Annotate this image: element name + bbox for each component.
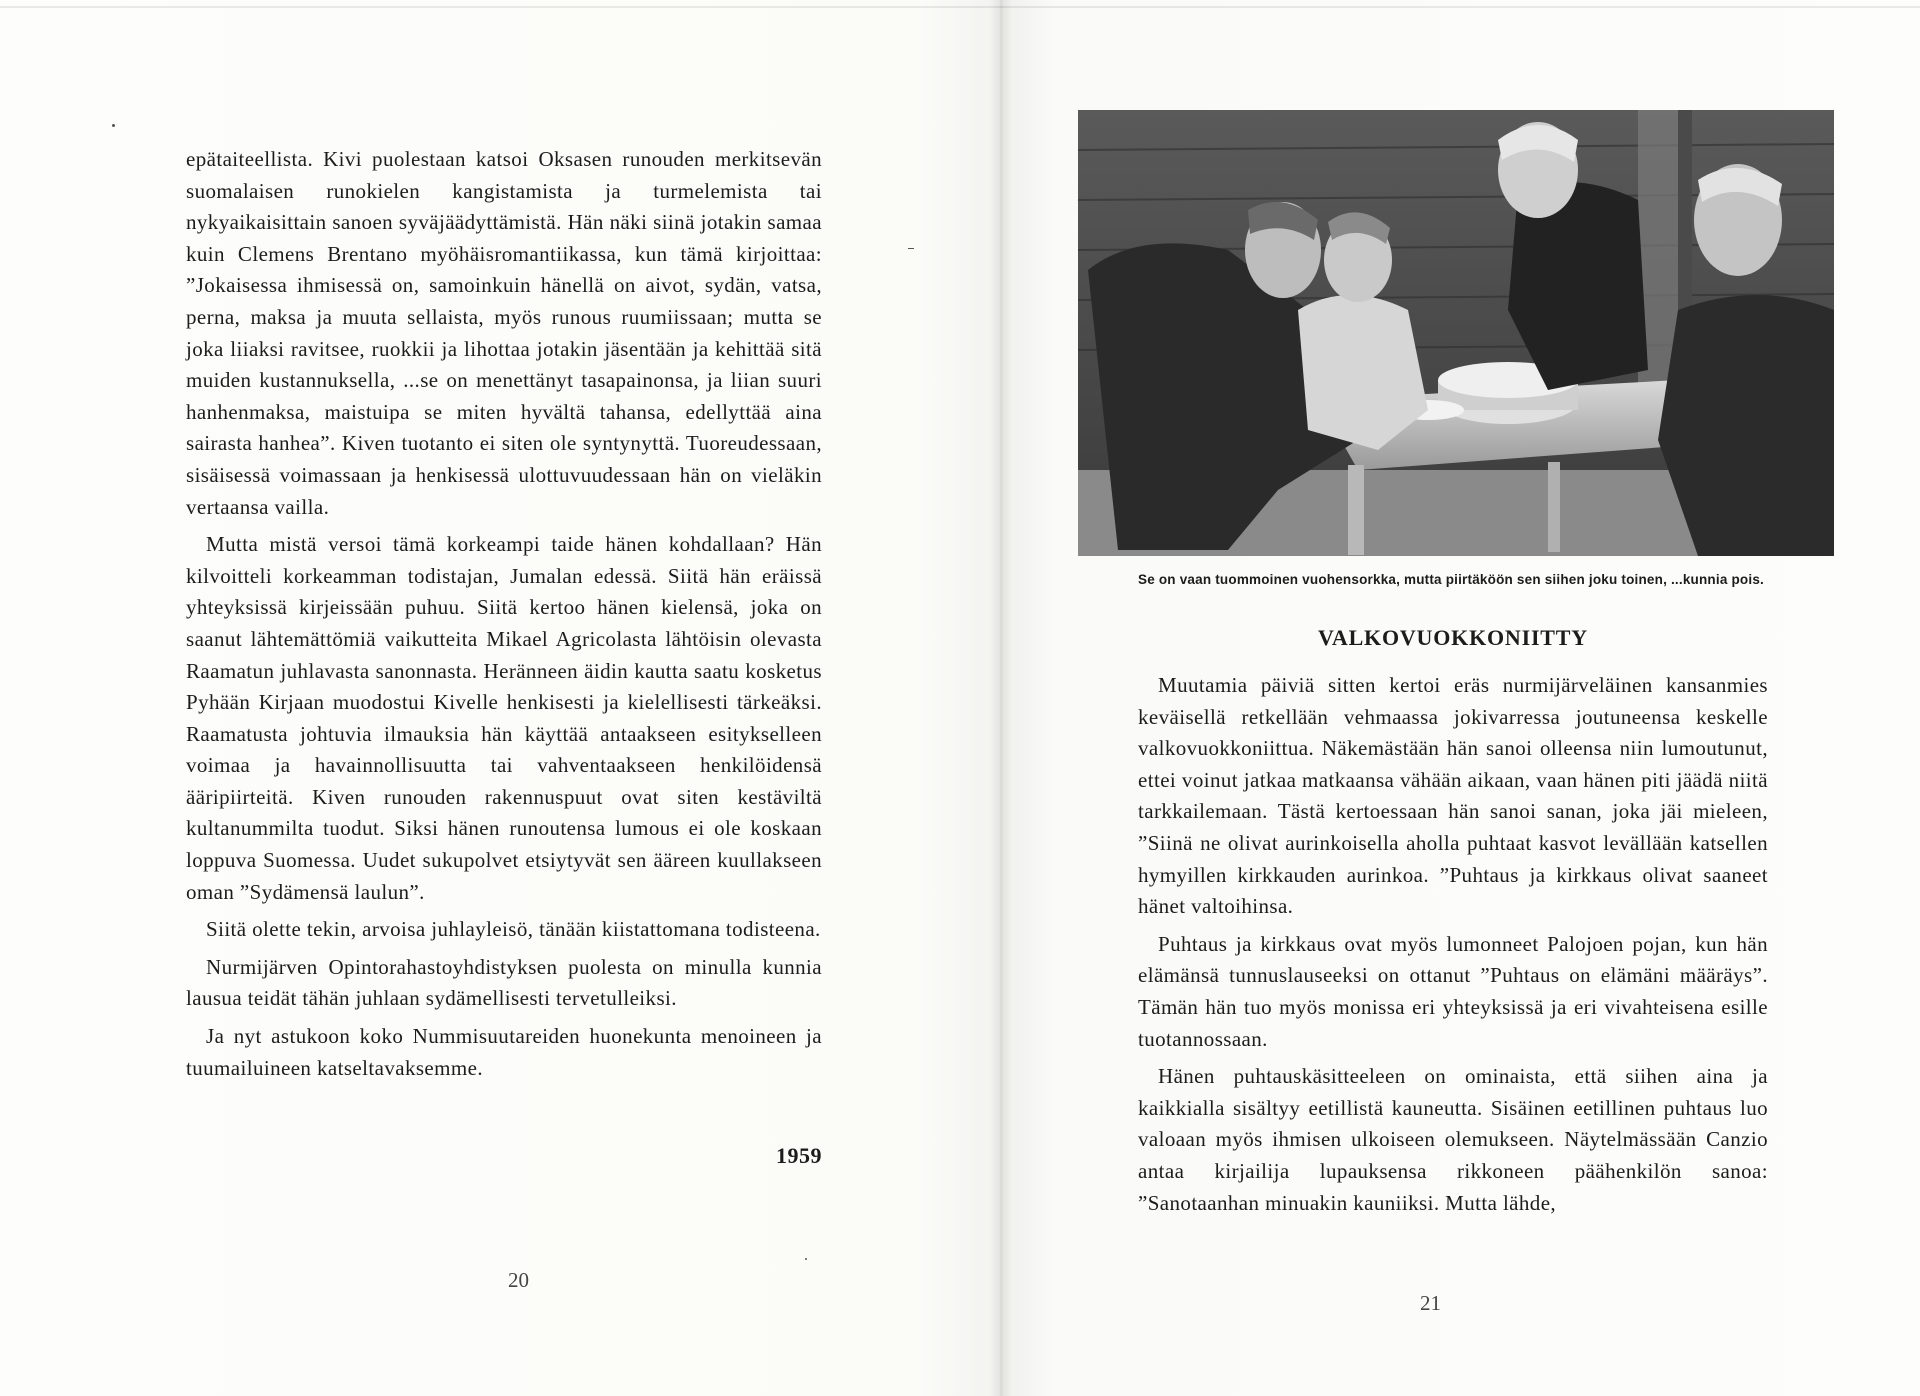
paragraph: Muutamia päiviä sitten kertoi eräs nurmijärveläinen kansanmies keväisellä retkellään vehmaassa jokivarressa joutuneensa keskelle valkovuokkoniittua. Näkemästään hän sanoi olleensa niin lumoutunut, ettei voinut jatkaa matkaansa vähään aikaan, vaan hänen piti jäädä niitä tarkkailemaan. Tästä kertoessaan hän sanoi sanan, joka jäi mieleen, ”Siinä ne olivat aurinkoisella aholla puhtaat kasvot levällään katsellen hymyillen kirkkauden aurinkoa. ”Puhtaus ja kirkkaus olivat saaneet hänet valtoihinsa. (1138, 673, 1768, 919)
left-page-text (186, 144, 822, 1084)
photo-scene (1078, 110, 1834, 556)
scan-speck (112, 124, 115, 127)
page-number-left: 20 (508, 1268, 529, 1292)
book-gutter (990, 0, 1012, 1396)
paragraph: Puhtaus ja kirkkaus ovat myös lumonneet Palojoen pojan, kun hän elämänsä tunnuslauseeksi on ottanut ”Puhtaus on elämäni määräys”. Tämän hän tuo myös monissa eri yhteyksissä ja eri vivahteisena esille tuotannossaan. (1138, 931, 1768, 1051)
paragraph: Mutta mistä versoi tämä korkeampi taide hänen kohdallaan? Hän kilvoitteli korkeamman todistajan, Jumalan edessä. Siitä hän eräissä yhteyksissä kirjeissään puhuu. Siitä kertoo hänen kielensä, joka on saanut lähtemättömiä vaikutteita Mikael Agricolasta lähtöisin olevasta Raamatun juhlavasta sanonnasta. Heränneen äidin kautta saatu kosketus Pyhään Kirjaan muodostui Kivelle henkisesti ja kielellisesti tärkeäksi. Raamatusta johtuvia ilmauksia hän käyttää antaakseen esitykselleen voimaa ja havainnollisuutta tai vahventaakseen henkilöidensä ääripiirteitä. Kiven runouden rakennuspuut ovat siten kestäviltä kultanummilta tuodut. Siksi hänen runoutensa lumous ei ole koskaan loppuva Suomessa. Uudet sukupolvet etsiytyvät sen ääreen kuullakseen oman ”Sydämensä laulun”. (186, 532, 822, 904)
paragraph: epätaiteellista. Kivi puolestaan katsoi Oksasen runouden merkitsevän suomalaisen runokielen kangistamista ja turmelemista tai nykyaikaisittain sanoen syväjäädyttämistä. Hän näki siinä jotakin samaa kuin Clemens Brentano myöhäisromantiikassa, kun tämä kirjoittaa: ”Jokaisessa ihmisessä on, samoinkuin hänellä on aivot, sydän, vatsa, perna, maksa ja muuta sellaista, myös runous ruumiissaan; mutta se joka liiaksi ravitsee, ruokkii ja lihottaa jotakin jäsentään ja kehittää sitä muiden kustannuksella, ...se on menettänyt tasapainonsa, ja liian suuri hanhenmaksa, maistuipa se miten hyvältä tahansa, edellyttää aina sairasta hanhea”. Kiven tuotanto ei siten ole syntynyttä. Tuoreudessaan, sisäisessä voimassaan ja henkisessä ulottuvuudessaan hän on vieläkin vertaansa vailla. (186, 147, 822, 519)
year-signature: 1959 (776, 1143, 822, 1168)
scan-speck (908, 248, 914, 249)
paragraph: Ja nyt astukoon koko Nummisuutareiden huonekunta menoineen ja tuumailuineen katseltavaksemme. (186, 1024, 822, 1080)
paragraph: Siitä olette tekin, arvoisa juhlayleisö, tänään kiistattomana todisteena. (206, 917, 821, 942)
section-heading: VALKOVUOKKONIITTY (1318, 625, 1588, 650)
photo-caption: Se on vaan tuommoinen vuohensorkka, mutta piirtäköön sen siihen joku toinen, ...kunnia pois. (1138, 572, 1764, 587)
paragraph: Nurmijärven Opintorahastoyhdistyksen puolesta on minulla kunnia lausua teidät tähän juhlaan sydämellisesti tervetulleiksi. (186, 954, 822, 1011)
paragraph: Hänen puhtauskäsitteeleen on ominaista, että siihen aina ja kaikkialla sisältyy eetillistä kauneutta. Sisäinen eetillinen puhtaus luo valoaan myös ihmisen ulkoiseen olemukseen. Näytelmässään Canzio antaa kirjailija lupauksensa rikkoneen päähenkilön sanoa: ”Sanotaanhan minuakin kauniiksi. Mutta lähde, (1138, 1064, 1768, 1215)
page-number-right: 21 (1420, 1291, 1441, 1315)
scan-speck (805, 1258, 807, 1260)
right-page-text (1138, 670, 1768, 1219)
page-top-edge (0, 6, 1920, 8)
photograph (1078, 110, 1834, 556)
